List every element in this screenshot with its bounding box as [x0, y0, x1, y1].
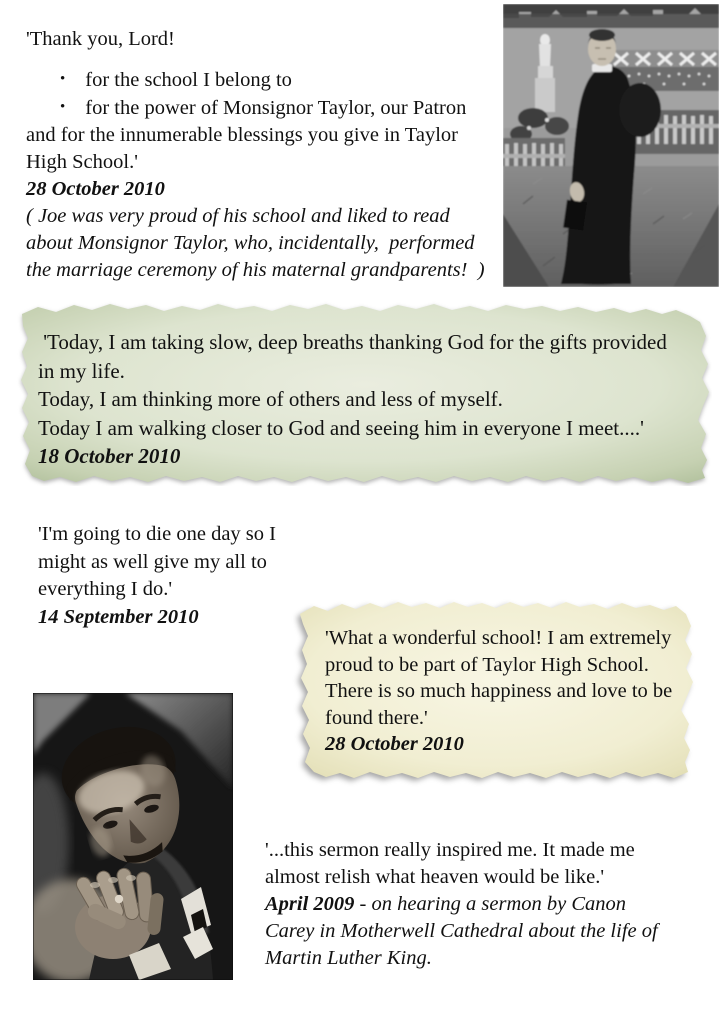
martin-luther-king-photo-art: [33, 693, 233, 980]
quote-line: 'What a wonderful school! I am extremely: [325, 627, 672, 649]
quote-line: and for the innumerable blessings you give in Taylor: [26, 124, 459, 146]
quote-line: proud to be part of Taylor High School.: [325, 653, 649, 676]
quote-date: 14 September 2010: [38, 605, 199, 628]
green-torn-paper-quote: [14, 298, 712, 486]
quote-line: 'I'm going to die one day so I: [38, 523, 276, 545]
note-line: the marriage ceremony of his maternal grandparents! ): [26, 259, 485, 281]
quote-line: might as well give my all to: [38, 550, 267, 573]
bullet-item: [26, 94, 485, 122]
quote-line: Today, I am thinking more of others and less of myself.: [38, 387, 503, 411]
quote-line: '...this sermon really inspired me. It made me: [265, 839, 635, 861]
quote-line: everything I do.': [38, 578, 173, 600]
martin-luther-king-photo: [33, 693, 233, 980]
bullet-text: for the school I belong to: [85, 69, 292, 91]
quote-line: found there.': [325, 706, 428, 729]
quote-line: Today I am walking closer to God and seeing him in everyone I meet....': [38, 415, 644, 440]
quote-date: April 2009: [265, 893, 355, 915]
quote-block-die-one-day: [38, 521, 276, 631]
bullet-icon: •: [60, 71, 66, 87]
monsignor-taylor-photo-art: [503, 4, 719, 287]
attribution-text: - on hearing a sermon by Canon: [354, 893, 627, 915]
quote-line: There is so much happiness and love to be: [325, 680, 673, 702]
cream-box-text: [325, 625, 672, 758]
quote-date: 18 October 2010: [38, 444, 181, 468]
quote-line: 'Thank you, Lord!: [26, 28, 175, 50]
bullet-item: [26, 66, 485, 94]
quote-line: 'Today, I am taking slow, deep breaths thanking God for the gifts provided: [38, 330, 667, 354]
green-box-text: [38, 328, 667, 471]
monsignor-taylor-photo: [503, 4, 719, 287]
attribution-line: Martin Luther King.: [265, 947, 432, 969]
quote-line: in my life.: [38, 358, 125, 383]
note-line: about Monsignor Taylor, who, incidentally, performed: [26, 232, 475, 254]
note-line: ( Joe was very proud of his school and liked to read: [26, 205, 450, 227]
quote-block-thank-you: [26, 26, 485, 284]
bullet-text: for the power of Monsignor Taylor, our Patron: [85, 97, 467, 119]
cream-torn-paper-quote: [288, 594, 700, 791]
quote-date: 28 October 2010: [325, 733, 464, 755]
quote-date: 28 October 2010: [26, 178, 165, 200]
quote-line: High School.': [26, 151, 138, 173]
quote-block-sermon: [265, 837, 658, 972]
attribution-line: Carey in Motherwell Cathedral about the life of: [265, 920, 658, 942]
attribution-line: [265, 891, 658, 918]
bullet-icon: •: [60, 99, 66, 115]
quote-line: almost relish what heaven would be like.': [265, 866, 605, 888]
